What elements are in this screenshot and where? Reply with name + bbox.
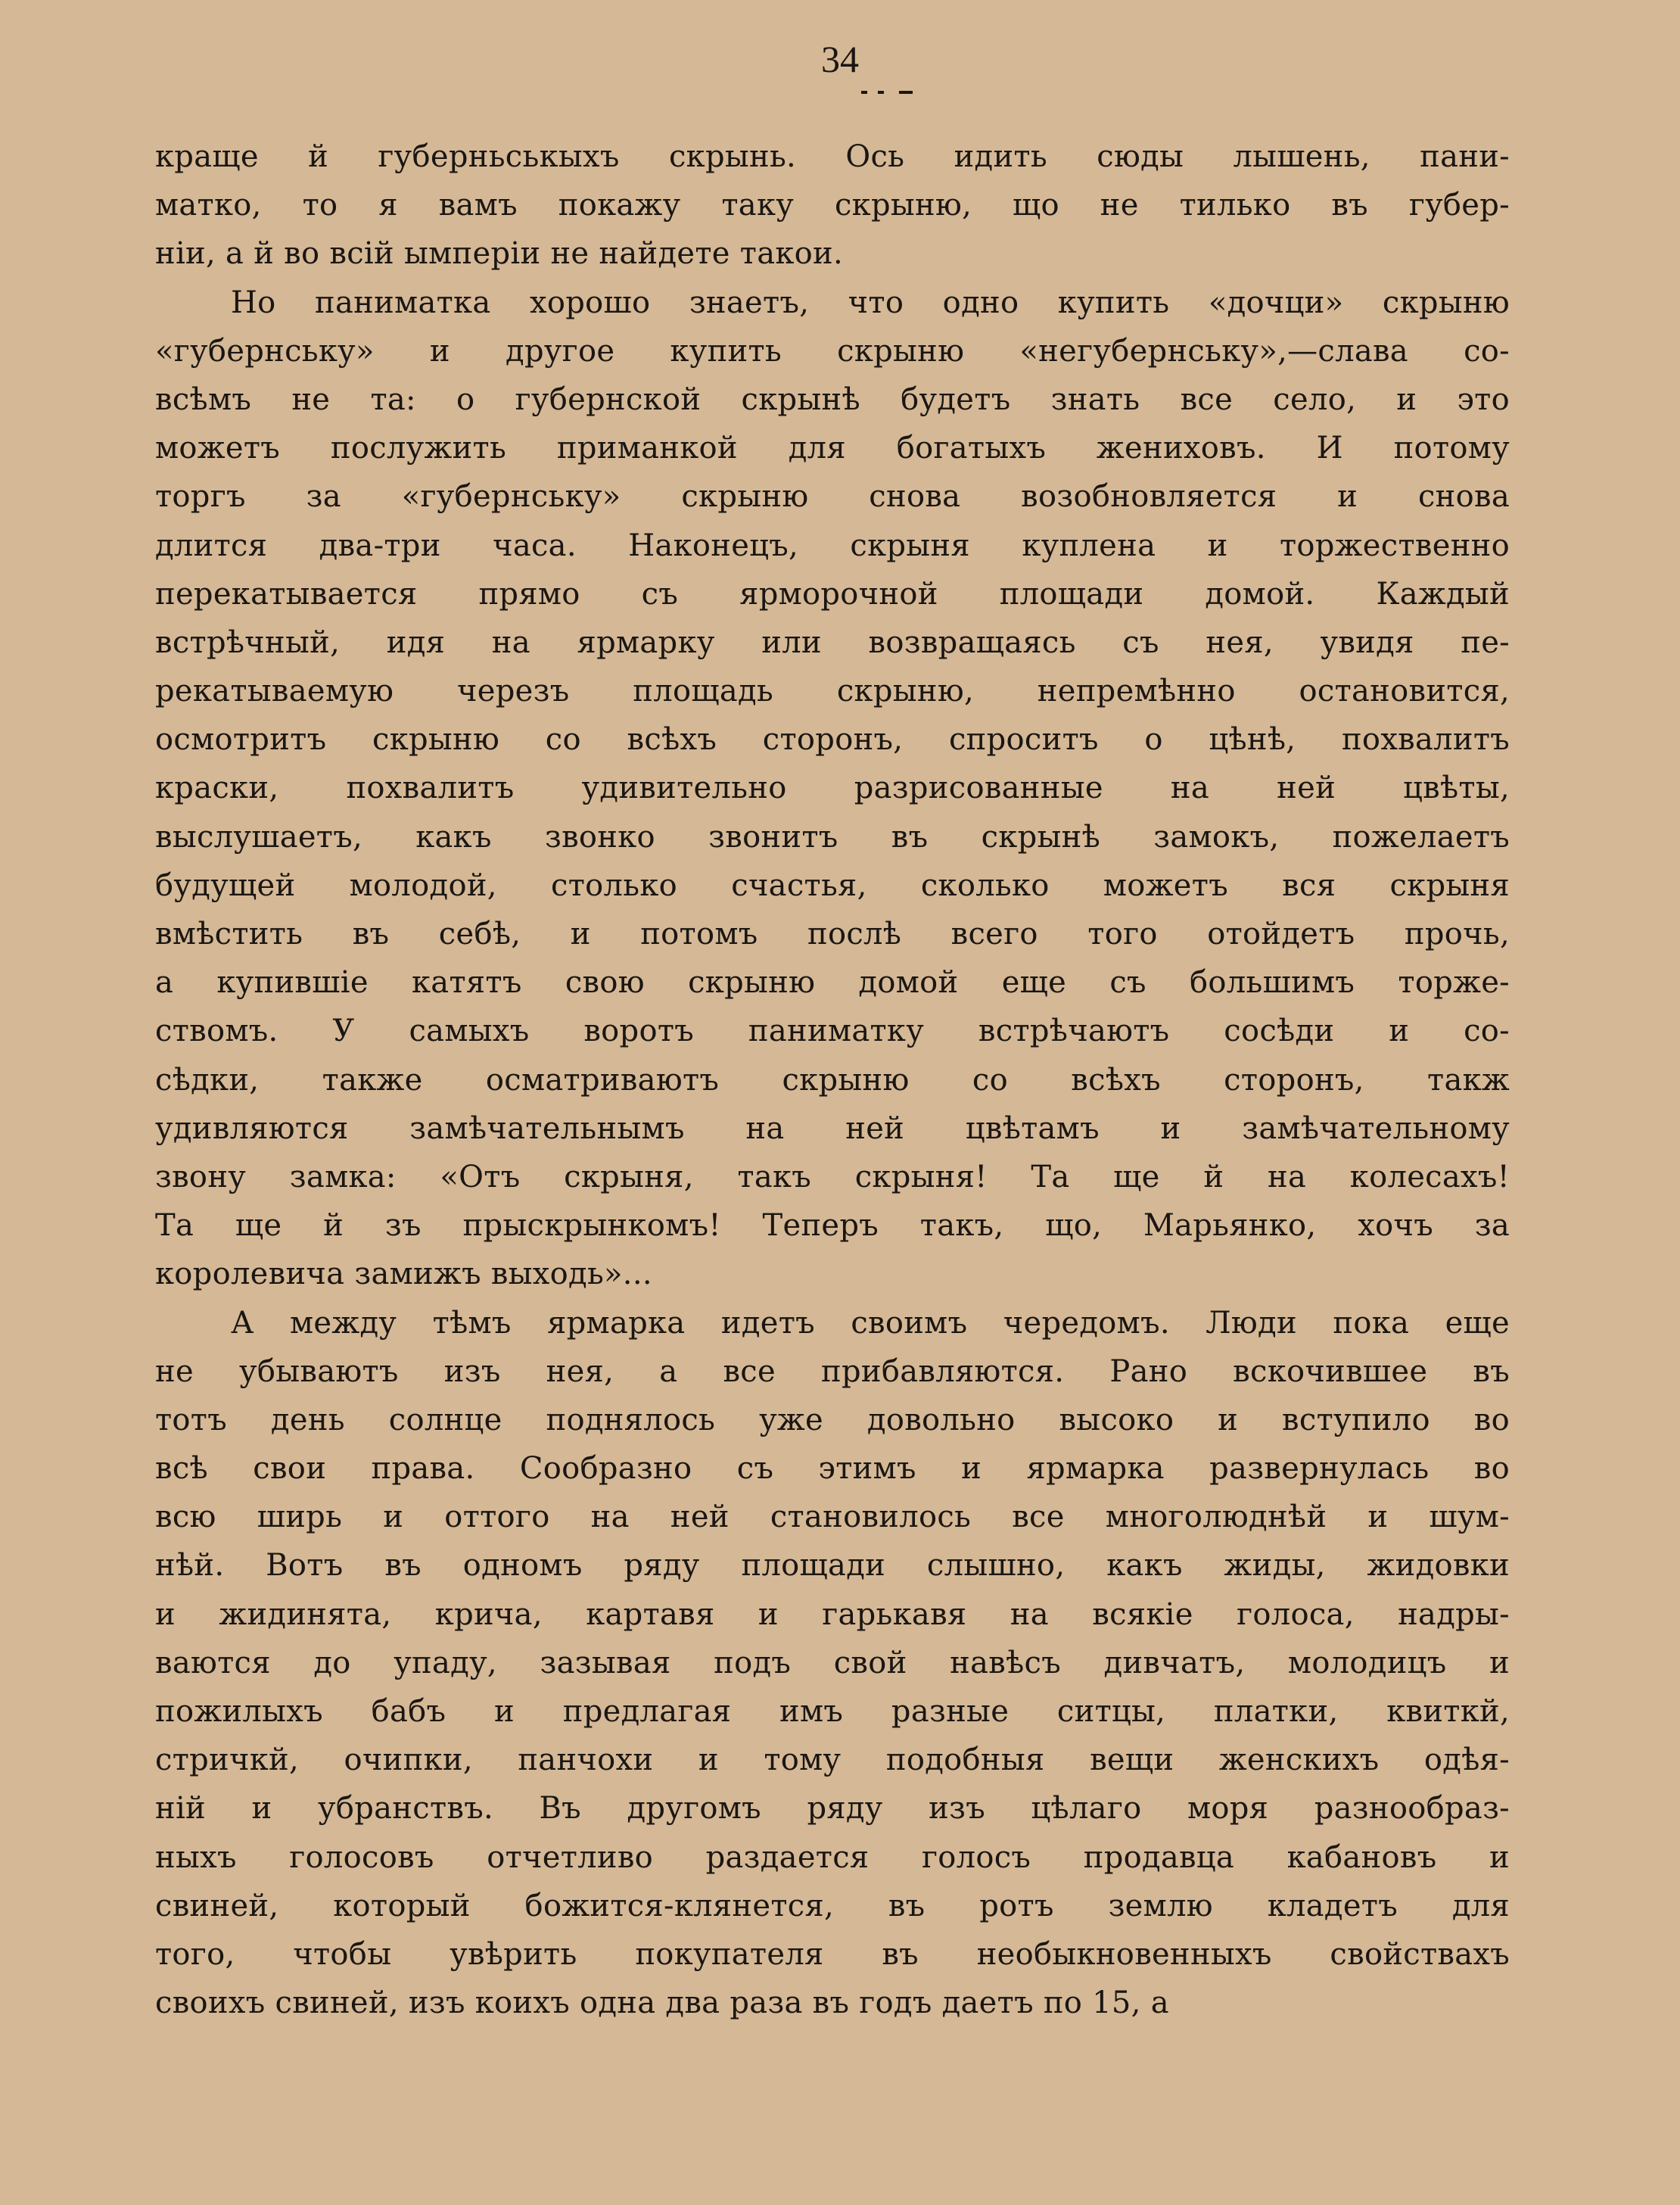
text-line: Та ще й зъ прыскрынкомъ! Теперъ такъ, що, Марьянко, хочъ за bbox=[155, 1208, 1510, 1244]
paragraph bbox=[155, 279, 1510, 1299]
paragraph bbox=[155, 132, 1510, 279]
text-line: краски, похвалитъ удивительно разрисованные на ней цвѣты, bbox=[155, 771, 1510, 806]
text-line: ныхъ голосовъ отчетливо раздается голосъ продавца кабановъ и bbox=[155, 1839, 1510, 1875]
text-line: ваются до упаду, зазывая подъ свой навѣсъ дивчатъ, молодицъ и bbox=[155, 1645, 1510, 1680]
text-line: встрѣчный, идя на ярмарку или возвращаясь съ нея, увидя пе- bbox=[155, 624, 1510, 660]
text-line: выслушаетъ, какъ звонко звонитъ въ скрынѣ замокъ, пожелаетъ bbox=[155, 819, 1510, 855]
text-line: «губернську» и другое купить скрыню «негубернську»,—слава со- bbox=[155, 333, 1510, 369]
text-line: осмотритъ скрыню со всѣхъ сторонъ, спроситъ о цѣнѣ, похвалитъ bbox=[155, 722, 1510, 758]
text-line: свиней, который божится-клянется, въ ротъ землю кладетъ для bbox=[155, 1888, 1510, 1923]
text-line: удивляются замѣчательнымъ на ней цвѣтамъ и замѣчательному bbox=[155, 1110, 1510, 1146]
text-line: Но паниматка хорошо знаетъ, что одно купить «дочци» скрыню bbox=[231, 285, 1510, 320]
text-line: длится два-три часа. Наконецъ, скрыня куплена и торжественно bbox=[155, 528, 1510, 563]
text-line: а купившiе катятъ свою скрыню домой еще съ большимъ торже- bbox=[155, 965, 1510, 1001]
header-rule bbox=[861, 91, 914, 94]
text-line: тотъ день солнце поднялось уже довольно высоко и вступило во bbox=[155, 1402, 1510, 1437]
text-line: всѣмъ не та: о губернской скрынѣ будетъ знать все село, и это bbox=[155, 382, 1510, 417]
text-line: королевича замижъ выходь»... bbox=[155, 1257, 652, 1292]
paragraph bbox=[155, 1299, 1510, 2028]
text-line: торгъ за «губернську» скрыню снова возобновляется и снова bbox=[155, 479, 1510, 515]
text-line: сѣдки, также осматриваютъ скрыню со всѣхъ сторонъ, такж bbox=[155, 1062, 1510, 1098]
text-line: матко, то я вамъ покажу таку скрыню, що не тилько въ губер- bbox=[155, 188, 1510, 223]
text-line: нiи, а й во всiй ымперiи не найдете такои. bbox=[155, 236, 844, 272]
text-line: нiй и убранствъ. Въ другомъ ряду изъ цѣлаго моря разнообраз- bbox=[155, 1791, 1510, 1827]
text-line: звону замка: «Отъ скрыня, такъ скрыня! Та ще й на колесахъ! bbox=[155, 1159, 1510, 1194]
text-line: стричкй, очипки, панчохи и тому подобныя вещи женскихъ одѣя- bbox=[155, 1743, 1510, 1778]
text-line: всѣ свои права. Сообразно съ этимъ и ярмарка развернулась во bbox=[155, 1451, 1510, 1487]
text-line: будущей молодой, столько счастья, сколько можетъ вся скрыня bbox=[155, 867, 1510, 903]
body-text bbox=[155, 132, 1510, 2027]
text-line: своихъ свиней, изъ коихъ одна два раза въ годъ даетъ по 15, а bbox=[155, 1985, 1169, 2021]
text-line: можетъ послужить приманкой для богатыхъ жениховъ. И потому bbox=[155, 431, 1510, 466]
text-line: нѣй. Вотъ въ одномъ ряду площади слышно, какъ жиды, жидовки bbox=[155, 1548, 1510, 1584]
text-line: ствомъ. У самыхъ воротъ паниматку встрѣчаютъ сосѣди и со- bbox=[155, 1014, 1510, 1049]
text-line: краще й губерньськыхъ скрынь. Ось идить сюды лышень, пани- bbox=[155, 139, 1510, 174]
text-line: вмѣстить въ себѣ, и потомъ послѣ всего того отойдетъ прочь, bbox=[155, 917, 1510, 951]
text-line: перекатывается прямо съ ярморочной площади домой. Каждый bbox=[155, 576, 1510, 612]
text-line: не убываютъ изъ нея, а все прибавляются. Рано вскочившее въ bbox=[155, 1353, 1510, 1389]
text-line: всю ширь и оттого на ней становилось все многолюднѣй и шум- bbox=[155, 1500, 1510, 1535]
text-line: и жидинята, крича, картавя и гарькавя на всякiе голоса, надры- bbox=[155, 1596, 1510, 1632]
text-line: пожилыхъ бабъ и предлагая имъ разные ситцы, платки, квиткй, bbox=[155, 1694, 1510, 1729]
text-line: того, чтобы увѣрить покупателя въ необыкновенныхъ свойствахъ bbox=[155, 1936, 1510, 1972]
text-line: А между тѣмъ ярмарка идетъ своимъ чередомъ. Люди пока еще bbox=[231, 1305, 1510, 1341]
text-line: рекатываемую черезъ площадь скрыню, непремѣнно остановится, bbox=[155, 674, 1510, 709]
page-number: 34 bbox=[821, 38, 859, 80]
